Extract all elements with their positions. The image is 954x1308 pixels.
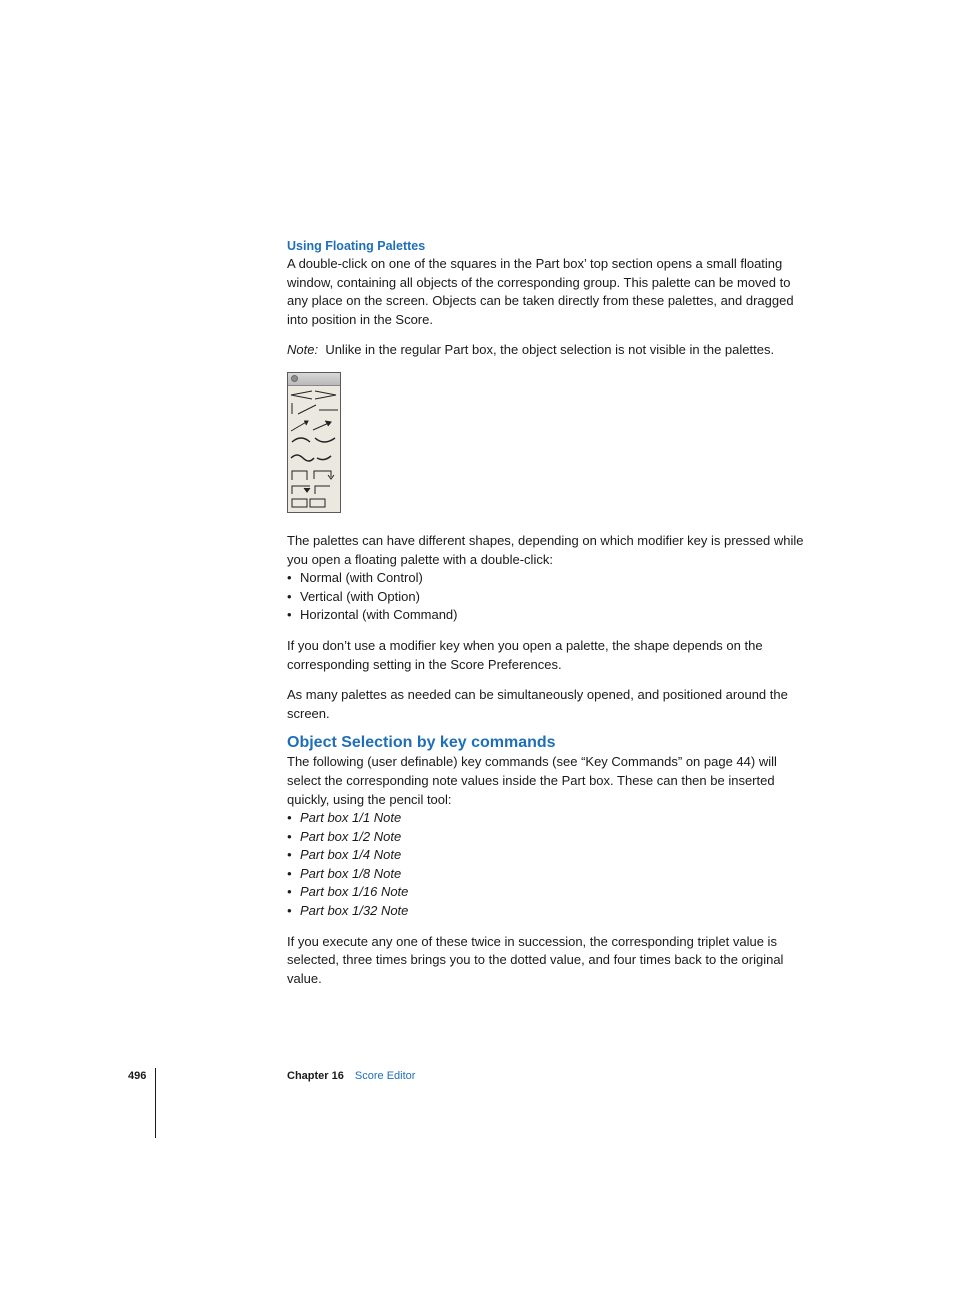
- paragraph: A double-click on one of the squares in the Part box’ top section opens a small floating window, containing all objects of the corresponding group. This palette can be moved to any place on the screen. Objects can be taken directly from these palettes, and dragged into position in the Score.: [287, 256, 794, 327]
- paragraph: If you don’t use a modifier key when you open a palette, the shape depends on the corresponding setting in the Score Preferences.: [287, 637, 763, 672]
- chapter-title-link[interactable]: Score Editor: [354, 1070, 416, 1082]
- trill-icon[interactable]: [291, 455, 331, 461]
- list-item: • Part box 1/16 Note: [287, 883, 807, 902]
- note-text: Unlike in the regular Part box, the object selection is not visible in the palettes.: [325, 342, 775, 358]
- list-item: • Part box 1/1 Note: [287, 809, 807, 828]
- paragraph: If you execute any one of these twice in succession, the corresponding triplet value is selected, three times brings you to the dotted value, and four times back to the original value.: [287, 933, 784, 986]
- list-item: • Part box 1/8 Note: [287, 865, 807, 884]
- paragraph: The following (user definable) key commands (see “Key Commands” on page 44) will select the corresponding note values inside the Part box. These can then be inserted quickly, using the pencil tool:: [287, 754, 777, 807]
- footer-chapter: [287, 1070, 415, 1082]
- page-number: 496: [128, 1070, 147, 1082]
- floating-palette[interactable]: [287, 372, 341, 513]
- main-content: [287, 237, 807, 988]
- line-icon[interactable]: [292, 403, 338, 414]
- list-item: • Part box 1/32 Note: [287, 902, 807, 921]
- paragraph: The palettes can have different shapes, depending on which modifier key is pressed while you open a floating palette with a double-click:: [287, 532, 804, 567]
- paragraph: As many palettes as needed can be simultaneously opened, and positioned around the screen.: [287, 687, 788, 721]
- slur-icon[interactable]: [292, 438, 335, 442]
- shape-list: [287, 569, 807, 625]
- section-heading-floating-palettes: Using Floating Palettes: [287, 239, 426, 253]
- note-paragraph: [287, 341, 807, 360]
- box-icon[interactable]: [292, 499, 325, 507]
- palette-titlebar[interactable]: [288, 373, 340, 386]
- list-item: • Horizontal (with Command): [287, 606, 807, 625]
- repeat-bracket-icon[interactable]: [292, 486, 330, 494]
- key-command-list: [287, 809, 807, 921]
- list-item: • Normal (with Control): [287, 569, 807, 588]
- bracket-icon[interactable]: [292, 471, 334, 480]
- close-icon[interactable]: [291, 375, 298, 382]
- section-heading-key-commands: Object Selection by key commands: [287, 734, 556, 752]
- palette-symbols: [288, 386, 340, 512]
- list-item: • Vertical (with Option): [287, 588, 807, 607]
- list-item: • Part box 1/4 Note: [287, 846, 807, 865]
- palette-figure: [287, 372, 807, 513]
- footer-divider: [155, 1068, 156, 1138]
- chapter-label: Chapter 16: [287, 1070, 344, 1082]
- arrow-icon[interactable]: [291, 421, 331, 431]
- note-label: Note:: [287, 342, 319, 358]
- hairpin-icon[interactable]: [291, 391, 336, 399]
- list-item: • Part box 1/2 Note: [287, 828, 807, 847]
